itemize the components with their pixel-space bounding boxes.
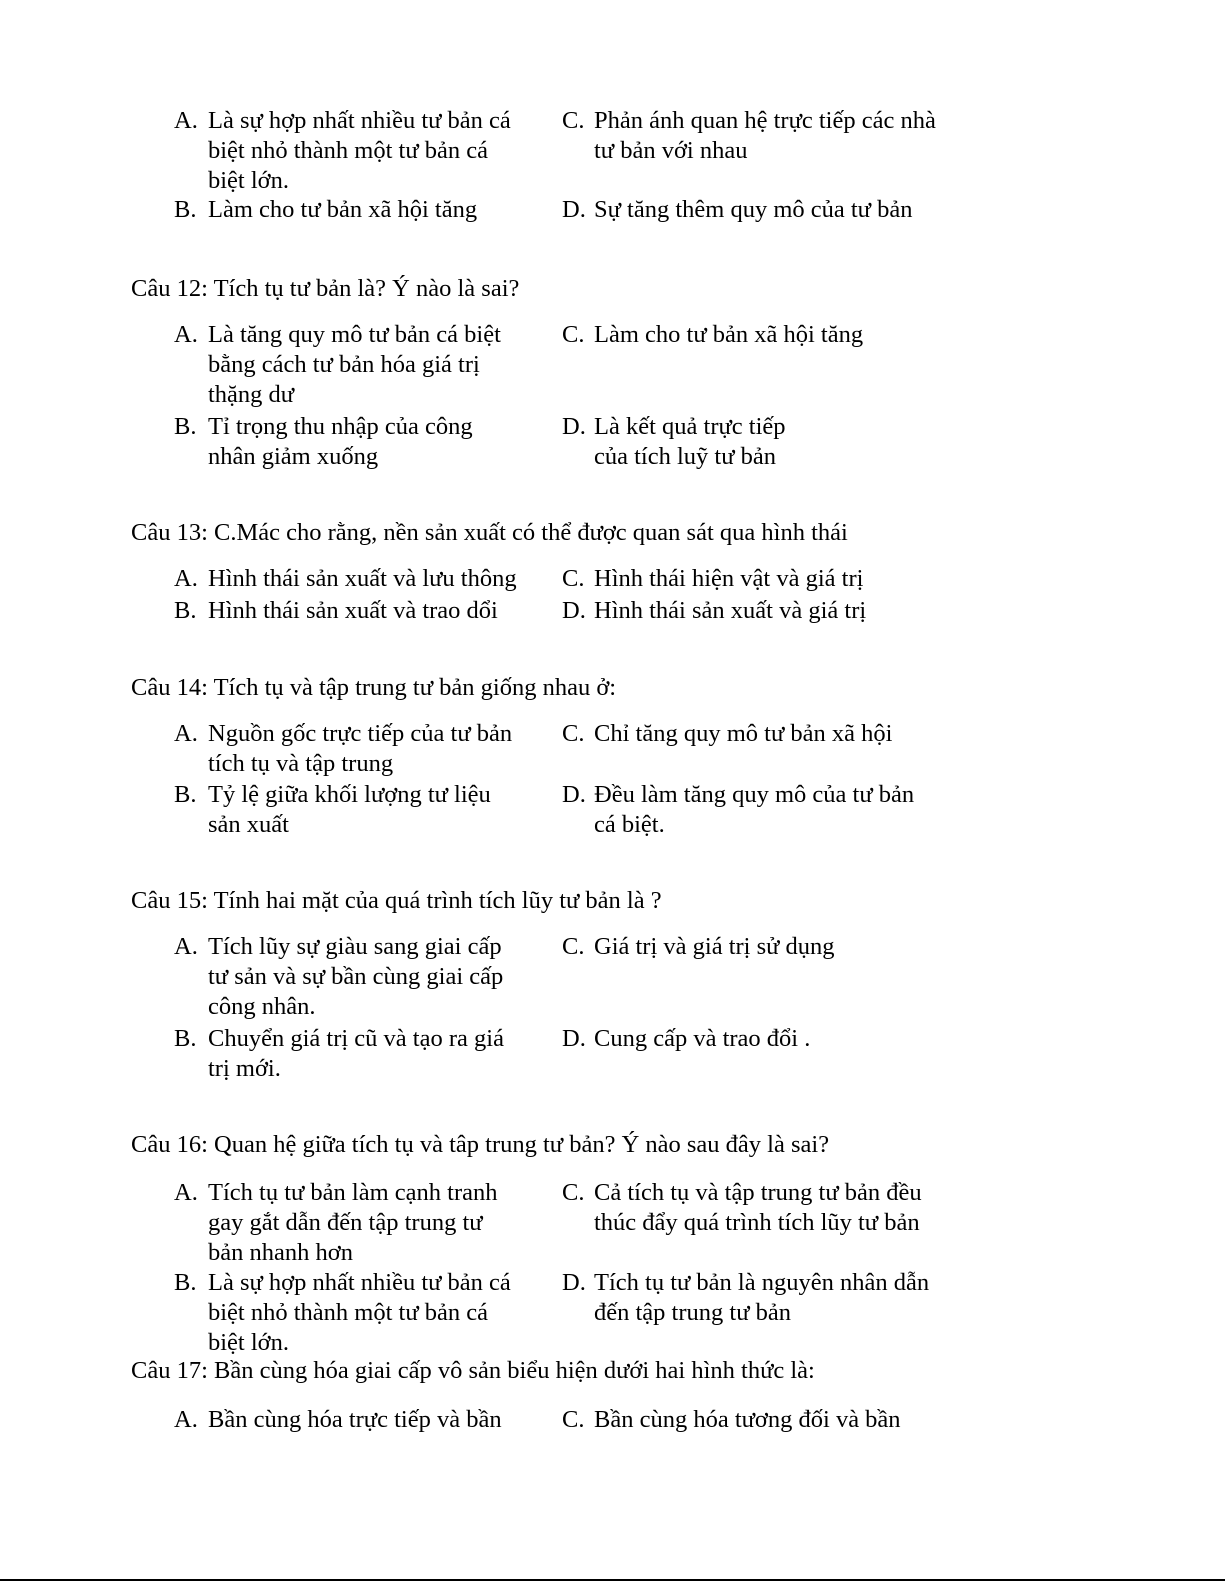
option-text: Giá trị và giá trị sử dụng	[594, 933, 835, 960]
option-letter: A.	[174, 1406, 198, 1433]
option-text: Là sự hợp nhất nhiều tư bản cá biệt nhỏ thành một tư bản cá biệt lớn.	[208, 107, 511, 194]
option-letter: C.	[562, 1406, 585, 1433]
option-text: Đều làm tăng quy mô của tư bản cá biệt.	[594, 781, 915, 838]
option-letter: A.	[174, 1179, 198, 1206]
option-letter: B.	[174, 1269, 197, 1296]
question-16: Câu 16: Quan hệ giữa tích tụ và tâp trung tư bản? Ý nào sau đây là sai?	[131, 1131, 830, 1158]
option-text: Tỉ trọng thu nhập của công nhân giảm xuống	[208, 413, 473, 470]
option-text: Cung cấp và trao đổi .	[594, 1025, 811, 1052]
option-text: Chuyển giá trị cũ và tạo ra giá trị mới.	[208, 1025, 504, 1082]
option-letter: D.	[562, 413, 586, 440]
option-text: Là sự hợp nhất nhiều tư bản cá biệt nhỏ thành một tư bản cá biệt lớn.	[208, 1269, 511, 1356]
option-text: Bần cùng hóa tương đối và bần	[594, 1406, 901, 1433]
option-letter: D.	[562, 1025, 586, 1052]
option-text: Phản ánh quan hệ trực tiếp các nhà tư bản với nhau	[594, 107, 936, 164]
option-letter: A.	[174, 107, 198, 134]
option-text: Chỉ tăng quy mô tư bản xã hội	[594, 720, 893, 747]
option-letter: B.	[174, 413, 197, 440]
option-text: Tỷ lệ giữa khối lượng tư liệu sản xuất	[208, 781, 491, 838]
option-text: Tích tụ tư bản là nguyên nhân dẫn đến tập trung tư bản	[594, 1269, 930, 1326]
question-17: Câu 17: Bần cùng hóa giai cấp vô sản biểu hiện dưới hai hình thức là:	[131, 1357, 815, 1384]
option-letter: C.	[562, 565, 585, 592]
question-13: Câu 13: C.Mác cho rằng, nền sản xuất có thể được quan sát qua hình thái	[131, 519, 848, 546]
option-letter: B.	[174, 1025, 197, 1052]
option-text: Hình thái sản xuất và lưu thông	[208, 565, 517, 592]
option-letter: A.	[174, 321, 198, 348]
option-letter: D.	[562, 781, 586, 808]
option-text: Tích tụ tư bản làm cạnh tranh gay gắt dẫn đến tập trung tư bản nhanh hơn	[208, 1179, 498, 1266]
option-letter: C.	[562, 933, 585, 960]
option-text: Hình thái hiện vật và giá trị	[594, 565, 864, 592]
option-letter: B.	[174, 781, 197, 808]
option-letter: C.	[562, 321, 585, 348]
option-text: Làm cho tư bản xã hội tăng	[594, 321, 864, 348]
option-letter: A.	[174, 720, 198, 747]
option-text: Cả tích tụ và tập trung tư bản đều thúc đẩy quá trình tích lũy tư bản	[594, 1179, 922, 1236]
option-text: Sự tăng thêm quy mô của tư bản	[594, 196, 913, 223]
option-text: Là kết quả trực tiếp của tích luỹ tư bản	[594, 413, 786, 470]
page-bottom-rule	[0, 1579, 1225, 1581]
option-letter: D.	[562, 196, 586, 223]
option-text: Làm cho tư bản xã hội tăng	[208, 196, 478, 223]
question-12: Câu 12: Tích tụ tư bản là? Ý nào là sai?	[131, 275, 520, 302]
option-letter: C.	[562, 720, 585, 747]
option-letter: C.	[562, 1179, 585, 1206]
question-14: Câu 14: Tích tụ và tập trung tư bản giống nhau ở:	[131, 674, 617, 701]
option-text: Tích lũy sự giàu sang giai cấp tư sản và sự bần cùng giai cấp công nhân.	[208, 933, 504, 1020]
option-text: Hình thái sản xuất và giá trị	[594, 597, 867, 624]
option-letter: D.	[562, 1269, 586, 1296]
option-letter: A.	[174, 565, 198, 592]
option-text: Là tăng quy mô tư bản cá biệt bằng cách tư bản hóa giá trị thặng dư	[208, 321, 501, 408]
question-15: Câu 15: Tính hai mặt của quá trình tích lũy tư bản là ?	[131, 887, 662, 914]
option-letter: C.	[562, 107, 585, 134]
option-letter: B.	[174, 196, 197, 223]
option-letter: D.	[562, 597, 586, 624]
option-text: Hình thái sản xuất và trao dổi	[208, 597, 498, 624]
option-text: Nguồn gốc trực tiếp của tư bản tích tụ và tập trung	[208, 720, 513, 777]
option-letter: B.	[174, 597, 197, 624]
option-letter: A.	[174, 933, 198, 960]
option-text: Bần cùng hóa trực tiếp và bần	[208, 1406, 502, 1433]
